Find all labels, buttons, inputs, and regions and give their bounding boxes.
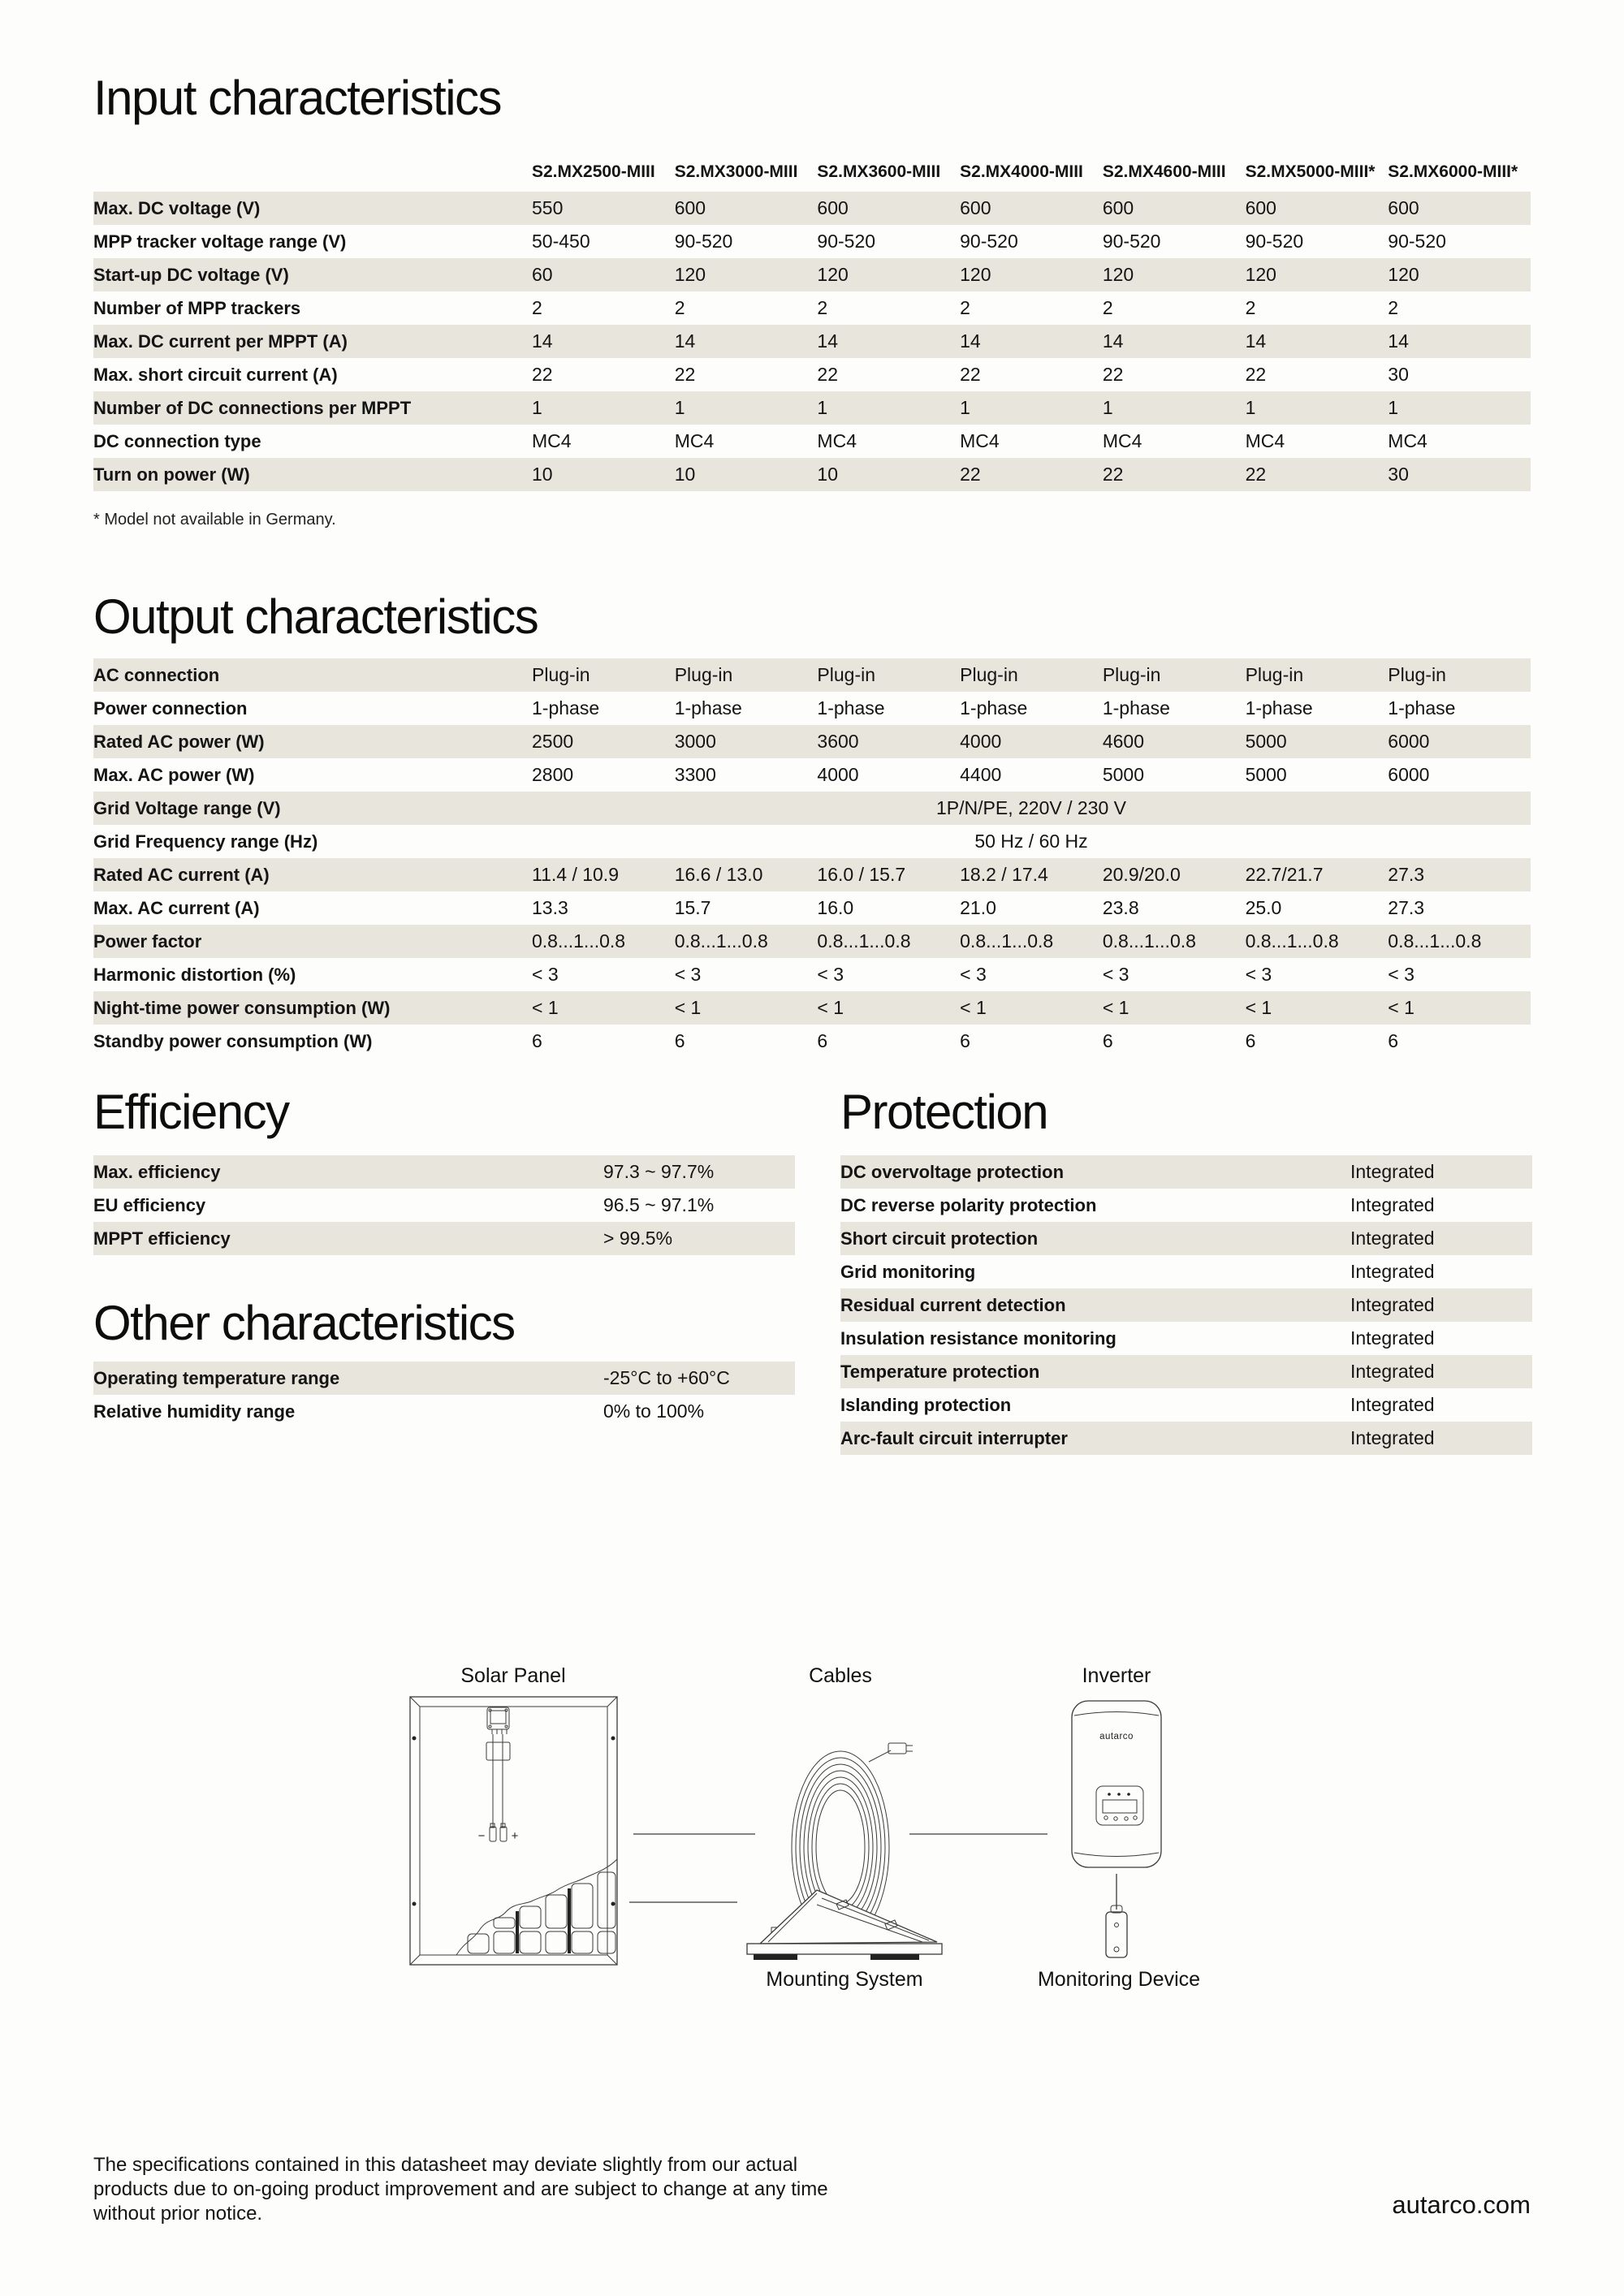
input-value-cell: 14 [960, 330, 981, 352]
footer-disclaimer-line: The specifications contained in this datasheet may deviate slightly from our actual [93, 2154, 798, 2176]
output-value-cell: 1-phase [1102, 697, 1170, 719]
input-footnote: * Model not available in Germany. [93, 511, 336, 529]
input-value-cell: 600 [817, 197, 849, 218]
other-section-title: Other characteristics [93, 1296, 515, 1350]
input-value-cell: 22 [817, 364, 839, 385]
protection-row [840, 1322, 1532, 1355]
output-row [93, 925, 1531, 958]
protection-row [840, 1388, 1532, 1422]
efficiency-table [93, 1155, 795, 1255]
model-column-header: S2.MX3600-MIII [817, 162, 941, 181]
output-value-cell: < 1 [532, 997, 559, 1018]
input-value-cell: 10 [817, 464, 839, 485]
input-value-cell: 30 [1388, 364, 1409, 385]
input-row-label: MPP tracker voltage range (V) [93, 231, 347, 252]
input-value-cell: 22 [960, 464, 981, 485]
efficiency-section [93, 1085, 795, 1255]
website-link[interactable]: autarco.com [1392, 2190, 1531, 2219]
protection-row-label: Residual current detection [840, 1295, 1066, 1315]
output-section-title: Output characteristics [93, 589, 538, 644]
input-value-cell: 1 [960, 397, 970, 418]
other-row-label: Operating temperature range [93, 1368, 340, 1388]
output-span-value: 50 Hz / 60 Hz [974, 831, 1088, 852]
output-value-cell: 16.0 / 15.7 [817, 864, 906, 885]
other-value-cell: 0% to 100% [603, 1400, 705, 1422]
output-row [93, 858, 1531, 891]
protection-row-label: Temperature protection [840, 1362, 1040, 1382]
input-value-cell: 22 [960, 364, 981, 385]
input-value-cell: 1 [1245, 397, 1256, 418]
output-value-cell: 2500 [532, 731, 574, 752]
output-row-label: Power connection [93, 698, 248, 719]
input-value-cell: 600 [960, 197, 991, 218]
input-row [93, 391, 1531, 425]
output-value-cell: 18.2 / 17.4 [960, 864, 1048, 885]
output-value-cell: 3300 [674, 764, 716, 785]
output-row [93, 758, 1531, 792]
output-value-cell: 0.8...1...0.8 [960, 930, 1054, 952]
output-value-cell: 0.8...1...0.8 [817, 930, 911, 952]
output-value-cell: Plug-in [1245, 664, 1304, 685]
input-value-cell: 120 [674, 264, 706, 285]
output-value-cell: 13.3 [532, 897, 568, 918]
output-value-cell: 6 [1245, 1030, 1256, 1051]
output-value-cell: 6 [1102, 1030, 1113, 1051]
output-value-cell: < 3 [1102, 964, 1129, 985]
output-value-cell: 1-phase [1388, 697, 1456, 719]
input-value-cell: 2 [532, 297, 542, 318]
efficiency-value-cell: 96.5 ~ 97.1% [603, 1194, 715, 1215]
output-row [93, 825, 1531, 858]
output-value-cell: 1-phase [674, 697, 742, 719]
model-header-spacer [93, 162, 532, 182]
output-row-label: Rated AC power (W) [93, 732, 265, 752]
efficiency-section-title: Efficiency [93, 1085, 289, 1139]
protection-value-cell: Integrated [1350, 1228, 1435, 1249]
input-row-label: Number of MPP trackers [93, 298, 301, 318]
input-row-label: Max. DC current per MPPT (A) [93, 331, 348, 352]
input-value-cell: 550 [532, 197, 564, 218]
protection-row-label: Islanding protection [840, 1395, 1012, 1415]
input-value-cell: 600 [1388, 197, 1419, 218]
output-value-cell: < 1 [960, 997, 987, 1018]
output-row [93, 1025, 1531, 1058]
monitoring-device-drawing [1106, 1905, 1127, 1957]
input-value-cell: 30 [1388, 464, 1409, 485]
input-value-cell: 2 [1102, 297, 1113, 318]
output-value-cell: 20.9/20.0 [1102, 864, 1181, 885]
input-value-cell: 600 [1245, 197, 1276, 218]
other-row-label: Relative humidity range [93, 1401, 296, 1422]
input-row-label: Max. short circuit current (A) [93, 365, 338, 385]
output-row-label: Max. AC current (A) [93, 898, 260, 918]
input-value-cell: MC4 [1102, 430, 1142, 451]
input-row [93, 291, 1531, 325]
input-value-cell: 22 [1245, 364, 1267, 385]
solar-panel-drawing [410, 1697, 617, 1965]
model-column-header: S2.MX3000-MIII [674, 162, 798, 181]
output-value-cell: Plug-in [817, 664, 876, 685]
output-row-label: Power factor [93, 931, 202, 952]
input-value-cell: 1 [1388, 397, 1399, 418]
output-value-cell: 3600 [817, 731, 859, 752]
efficiency-row [93, 1189, 795, 1222]
input-value-cell: 120 [1388, 264, 1419, 285]
output-row [93, 958, 1531, 991]
terminal-plus-sign: + [511, 1829, 519, 1843]
input-characteristics-section [93, 71, 1531, 529]
system-diagram [349, 1656, 1275, 1997]
output-row-label: Standby power consumption (W) [93, 1031, 373, 1051]
input-value-cell: 1 [674, 397, 685, 418]
output-value-cell: < 3 [1388, 964, 1415, 985]
input-value-cell: 14 [1388, 330, 1409, 352]
protection-value-cell: Integrated [1350, 1427, 1435, 1448]
mounting-system-label: Mounting System [766, 1968, 923, 1991]
cables-label: Cables [809, 1664, 872, 1687]
input-row-label: Max. DC voltage (V) [93, 198, 261, 218]
efficiency-row [93, 1155, 795, 1189]
input-row [93, 425, 1531, 458]
output-value-cell: 15.7 [674, 897, 711, 918]
output-value-cell: < 1 [1102, 997, 1129, 1018]
output-value-cell: 0.8...1...0.8 [1245, 930, 1339, 952]
output-row-label: Night-time power consumption (W) [93, 998, 391, 1018]
input-value-cell: 90-520 [674, 231, 733, 252]
protection-row [840, 1155, 1532, 1189]
output-value-cell: 1-phase [960, 697, 1028, 719]
output-value-cell: 0.8...1...0.8 [532, 930, 626, 952]
input-value-cell: 120 [1245, 264, 1276, 285]
model-column-header: S2.MX6000-MIII* [1388, 162, 1518, 181]
input-row-label: DC connection type [93, 431, 261, 451]
output-value-cell: < 1 [1388, 997, 1415, 1018]
protection-value-cell: Integrated [1350, 1261, 1435, 1282]
protection-section [840, 1085, 1532, 1455]
output-span-value: 1P/N/PE, 220V / 230 V [936, 797, 1126, 818]
output-value-cell: < 3 [1245, 964, 1272, 985]
input-value-cell: MC4 [1388, 430, 1427, 451]
input-value-cell: 22 [674, 364, 696, 385]
other-value-cell: -25°C to +60°C [603, 1367, 730, 1388]
input-value-cell: 90-520 [1388, 231, 1446, 252]
protection-value-cell: Integrated [1350, 1194, 1435, 1215]
input-value-cell: 22 [532, 364, 553, 385]
output-value-cell: 16.6 / 13.0 [674, 864, 763, 885]
input-value-cell: 1 [817, 397, 828, 418]
output-value-cell: < 3 [674, 964, 702, 985]
protection-row [840, 1255, 1532, 1288]
input-row [93, 458, 1531, 491]
input-row-label: Number of DC connections per MPPT [93, 398, 412, 418]
protection-row-label: Grid monitoring [840, 1262, 976, 1282]
protection-table [840, 1155, 1532, 1455]
output-row-label: Harmonic distortion (%) [93, 965, 296, 985]
input-value-cell: MC4 [674, 430, 715, 451]
output-value-cell: 3000 [674, 731, 716, 752]
output-row-label: Grid Frequency range (Hz) [93, 831, 318, 852]
input-value-cell: 2 [1388, 297, 1399, 318]
output-value-cell: 6 [960, 1030, 970, 1051]
output-value-cell: < 3 [960, 964, 987, 985]
output-value-cell: 11.4 / 10.9 [532, 864, 619, 885]
output-value-cell: < 3 [532, 964, 559, 985]
model-column-header: S2.MX4600-MIII [1102, 162, 1226, 181]
output-value-cell: 6 [674, 1030, 685, 1051]
inverter-label: Inverter [1082, 1664, 1151, 1687]
output-value-cell: 4600 [1102, 731, 1145, 752]
protection-row-label: Arc-fault circuit interrupter [840, 1428, 1068, 1448]
input-value-cell: 600 [1102, 197, 1134, 218]
output-value-cell: 5000 [1102, 764, 1145, 785]
other-table [93, 1362, 795, 1428]
efficiency-row [93, 1222, 795, 1255]
input-value-cell: 1 [1102, 397, 1113, 418]
input-row [93, 258, 1531, 291]
input-value-cell: 14 [1102, 330, 1124, 352]
other-row [93, 1362, 795, 1395]
input-value-cell: 90-520 [1102, 231, 1161, 252]
output-row [93, 658, 1531, 692]
output-value-cell: 4000 [960, 731, 1002, 752]
input-value-cell: 1 [532, 397, 542, 418]
input-row [93, 358, 1531, 391]
protection-row-label: DC overvoltage protection [840, 1162, 1065, 1182]
solar-panel-label: Solar Panel [460, 1664, 566, 1687]
input-table [93, 192, 1531, 491]
output-table [93, 658, 1531, 1058]
output-value-cell: < 3 [817, 964, 844, 985]
protection-row-label: DC reverse polarity protection [840, 1195, 1097, 1215]
input-value-cell: 600 [674, 197, 706, 218]
input-value-cell: 14 [1245, 330, 1267, 352]
other-characteristics-section [93, 1297, 795, 1428]
input-value-cell: MC4 [960, 430, 1000, 451]
output-value-cell: 27.3 [1388, 864, 1425, 885]
input-value-cell: 2 [960, 297, 970, 318]
output-row [93, 692, 1531, 725]
output-row-label: AC connection [93, 665, 220, 685]
input-section-title: Input characteristics [93, 71, 502, 125]
model-column-header: S2.MX5000-MIII* [1245, 162, 1376, 181]
output-value-cell: Plug-in [960, 664, 1018, 685]
output-row-label: Rated AC current (A) [93, 865, 270, 885]
inverter-brand-text: autarco [1099, 1732, 1134, 1741]
output-value-cell: 6 [1388, 1030, 1399, 1051]
output-value-cell: 1-phase [532, 697, 600, 719]
output-value-cell: < 1 [817, 997, 844, 1018]
model-header-row [93, 162, 1531, 192]
mounting-system-drawing [747, 1890, 942, 1960]
protection-value-cell: Integrated [1350, 1161, 1435, 1182]
output-value-cell: 22.7/21.7 [1245, 864, 1324, 885]
footer-disclaimer-line: products due to on-going product improvement and are subject to change at any time [93, 2178, 828, 2200]
input-value-cell: MC4 [817, 430, 857, 451]
output-value-cell: < 1 [674, 997, 702, 1018]
other-row [93, 1395, 795, 1428]
protection-value-cell: Integrated [1350, 1327, 1435, 1349]
protection-row [840, 1355, 1532, 1388]
input-value-cell: 10 [674, 464, 696, 485]
protection-section-title: Protection [840, 1085, 1048, 1139]
footer-disclaimer [93, 2153, 873, 2226]
output-value-cell: < 1 [1245, 997, 1272, 1018]
input-value-cell: 22 [1102, 364, 1124, 385]
output-value-cell: 16.0 [817, 897, 854, 918]
output-row [93, 725, 1531, 758]
protection-row [840, 1422, 1532, 1455]
output-value-cell: 6000 [1388, 731, 1430, 752]
input-value-cell: 14 [532, 330, 553, 352]
output-value-cell: 5000 [1245, 764, 1287, 785]
input-row [93, 225, 1531, 258]
protection-row-label: Insulation resistance monitoring [840, 1328, 1116, 1349]
input-value-cell: 60 [532, 264, 553, 285]
output-value-cell: 25.0 [1245, 897, 1282, 918]
protection-value-cell: Integrated [1350, 1361, 1435, 1382]
output-row-label: Grid Voltage range (V) [93, 798, 281, 818]
output-value-cell: 27.3 [1388, 897, 1425, 918]
output-value-cell: Plug-in [674, 664, 733, 685]
output-value-cell: Plug-in [1102, 664, 1161, 685]
input-value-cell: 120 [817, 264, 849, 285]
efficiency-row-label: Max. efficiency [93, 1162, 221, 1182]
model-column-header: S2.MX2500-MIII [532, 162, 655, 181]
protection-row [840, 1288, 1532, 1322]
input-value-cell: 90-520 [1245, 231, 1304, 252]
output-row [93, 792, 1531, 825]
input-value-cell: MC4 [532, 430, 572, 451]
input-value-cell: 2 [817, 297, 828, 318]
protection-value-cell: Integrated [1350, 1394, 1435, 1415]
protection-row-label: Short circuit protection [840, 1228, 1039, 1249]
protection-value-cell: Integrated [1350, 1294, 1435, 1315]
efficiency-value-cell: 97.3 ~ 97.7% [603, 1161, 715, 1182]
output-value-cell: 0.8...1...0.8 [1388, 930, 1482, 952]
output-value-cell: 23.8 [1102, 897, 1139, 918]
output-value-cell: 0.8...1...0.8 [1102, 930, 1196, 952]
output-value-cell: 4000 [817, 764, 859, 785]
input-value-cell: 90-520 [960, 231, 1018, 252]
input-value-cell: 2 [674, 297, 685, 318]
output-value-cell: 1-phase [817, 697, 885, 719]
output-value-cell: 4400 [960, 764, 1002, 785]
efficiency-row-label: MPPT efficiency [93, 1228, 231, 1249]
output-row [93, 991, 1531, 1025]
input-value-cell: 22 [1245, 464, 1267, 485]
input-row-label: Start-up DC voltage (V) [93, 265, 289, 285]
protection-row [840, 1189, 1532, 1222]
input-value-cell: 14 [674, 330, 696, 352]
output-value-cell: 6 [817, 1030, 828, 1051]
terminal-minus-sign: − [477, 1829, 486, 1843]
output-value-cell: 6000 [1388, 764, 1430, 785]
input-value-cell: 90-520 [817, 231, 876, 252]
input-value-cell: 22 [1102, 464, 1124, 485]
input-value-cell: MC4 [1245, 430, 1285, 451]
output-value-cell: 0.8...1...0.8 [674, 930, 768, 952]
input-value-cell: 50-450 [532, 231, 590, 252]
input-value-cell: 14 [817, 330, 839, 352]
output-value-cell: 1-phase [1245, 697, 1313, 719]
output-value-cell: 2800 [532, 764, 574, 785]
output-row [93, 891, 1531, 925]
input-value-cell: 120 [1102, 264, 1134, 285]
output-value-cell: Plug-in [1388, 664, 1446, 685]
output-value-cell: Plug-in [532, 664, 590, 685]
output-value-cell: 21.0 [960, 897, 996, 918]
input-row [93, 192, 1531, 225]
footer-disclaimer-line: without prior notice. [93, 2203, 263, 2225]
protection-row [840, 1222, 1532, 1255]
monitoring-device-label: Monitoring Device [1037, 1968, 1201, 1991]
output-characteristics-section [93, 590, 1531, 1058]
inverter-drawing [1072, 1701, 1161, 1867]
input-row-label: Turn on power (W) [93, 464, 250, 485]
output-row-label: Max. AC power (W) [93, 765, 255, 785]
efficiency-value-cell: > 99.5% [603, 1228, 673, 1249]
output-value-cell: 6 [532, 1030, 542, 1051]
input-value-cell: 2 [1245, 297, 1256, 318]
model-column-header: S2.MX4000-MIII [960, 162, 1083, 181]
input-value-cell: 10 [532, 464, 553, 485]
input-row [93, 325, 1531, 358]
efficiency-row-label: EU efficiency [93, 1195, 206, 1215]
input-value-cell: 120 [960, 264, 991, 285]
output-value-cell: 5000 [1245, 731, 1287, 752]
